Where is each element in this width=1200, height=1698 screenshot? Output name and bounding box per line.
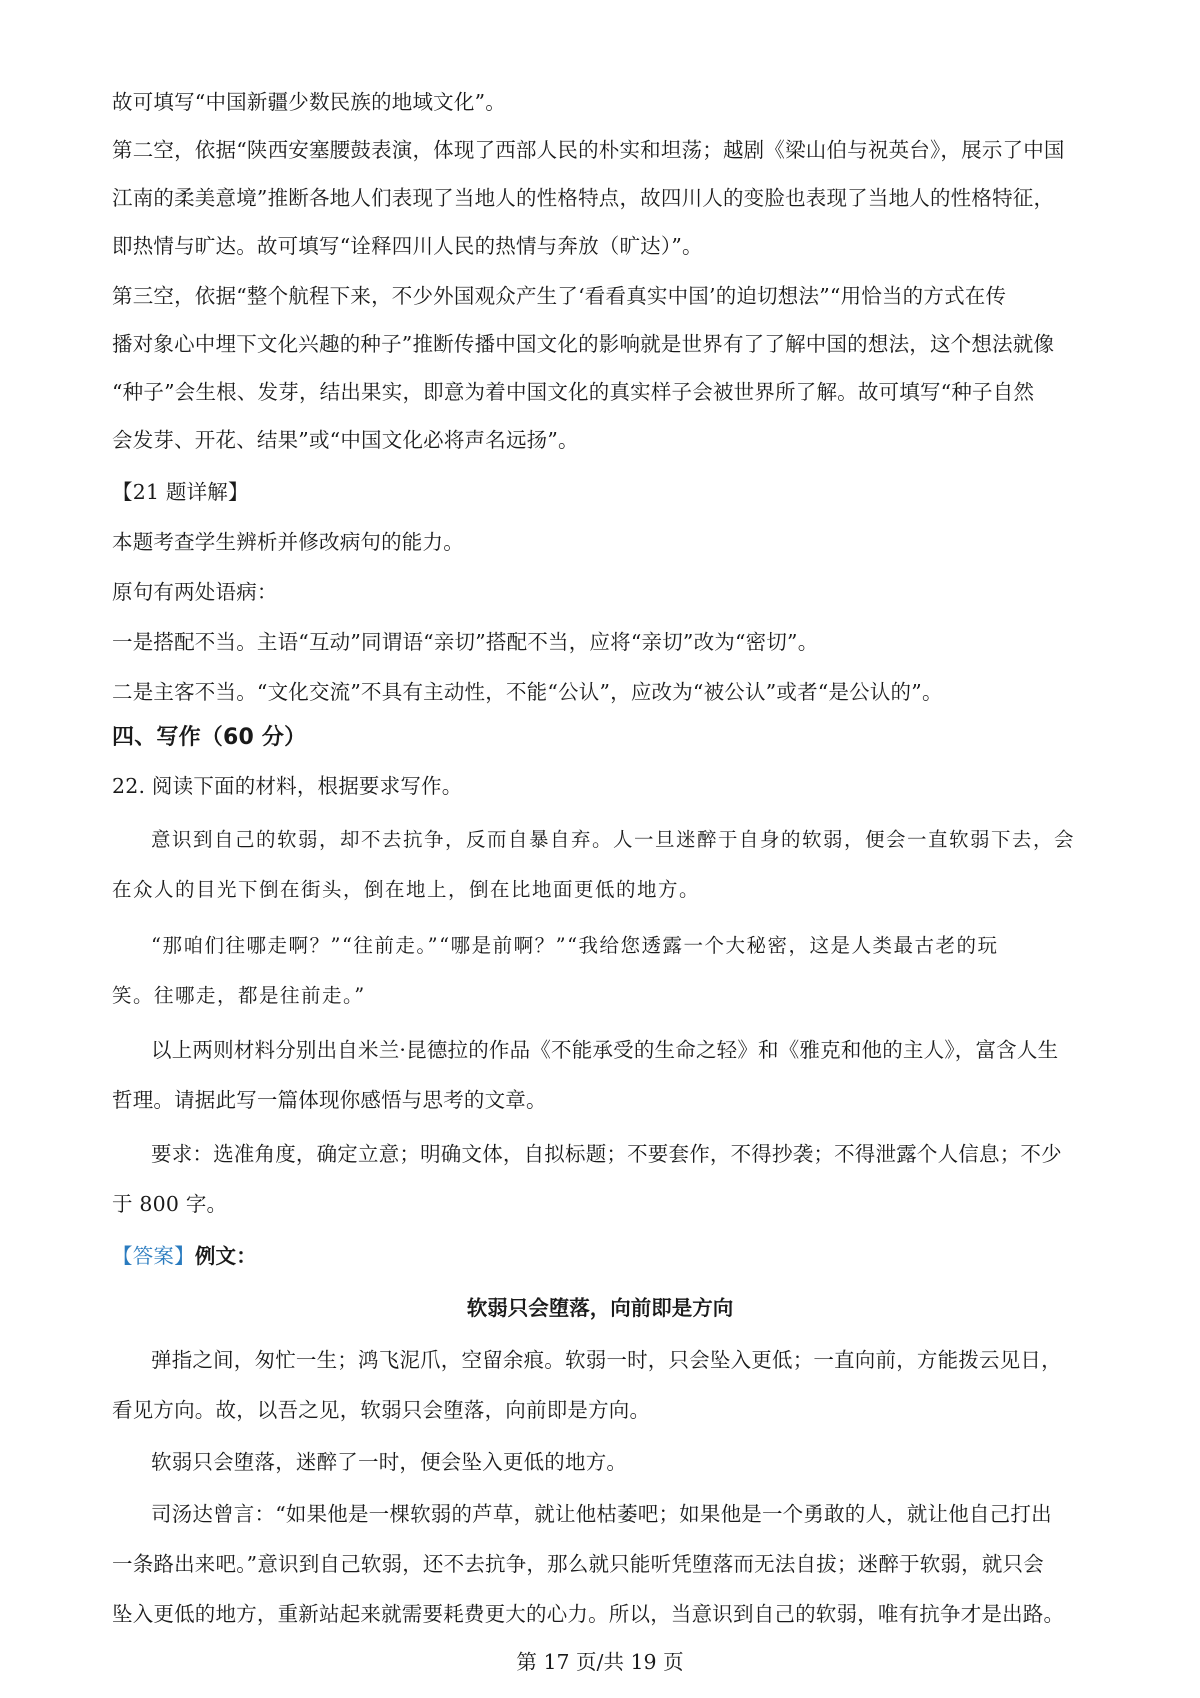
question-21-line: 原句有两处语病： — [112, 580, 278, 604]
answer-line: “种子”会生根、发芽，结出果实，即意为着中国文化的真实样子会被世界所了解。故可填写“种子自然 — [112, 380, 1035, 404]
example-label: 例文： — [194, 1244, 257, 1268]
question-21-heading: 【21 题详解】 — [112, 480, 249, 504]
answer-line: 第三空，依据“整个航程下来，不少外国观众产生了‘看看真实中国’的迫切想法”“用恰当的方式在传 — [112, 284, 1007, 308]
material-line: 在众人的目光下倒在街头，倒在地上，倒在比地面更低的地方。 — [112, 878, 701, 901]
requirement-line: 以上两则材料分别出自米兰·昆德拉的作品《不能承受的生命之轻》和《雅克和他的主人》，富含人生 — [151, 1038, 1059, 1062]
requirement-line: 要求：选准角度，确定立意；明确文体，自拟标题；不要套作，不得抄袭；不得泄露个人信息；不少 — [151, 1142, 1062, 1166]
essay-title: 软弱只会堕落，向前即是方向 — [466, 1296, 734, 1320]
answer-line: 播对象心中埋下文化兴趣的种子”推断传播中国文化的影响就是世界有了了解中国的想法，这个想法就像 — [112, 332, 1055, 356]
answer-line: 会发芽、开花、结果”或“中国文化必将声名远扬”。 — [112, 428, 579, 452]
answer-line: 第二空，依据“陕西安塞腰鼓表演，体现了西部人民的朴实和坦荡；越剧《梁山伯与祝英台》，展示了中国 — [112, 138, 1065, 162]
material-line: 笑。往哪走，都是往前走。” — [112, 984, 366, 1007]
question-21-line: 一是搭配不当。主语“互动”同谓语“亲切”搭配不当，应将“亲切”改为“密切”。 — [112, 630, 819, 654]
section-heading-writing: 四、写作（60 分） — [112, 725, 307, 750]
answer-line: 故可填写“中国新疆少数民族的地域文化”。 — [112, 90, 506, 114]
essay-line: 弹指之间，匆忙一生；鸿飞泥爪，空留余痕。软弱一时，只会坠入更低；一直向前，方能拨云见日， — [151, 1348, 1062, 1372]
question-22-prompt: 22. 阅读下面的材料，根据要求写作。 — [112, 774, 463, 798]
question-21-line: 本题考查学生辨析并修改病句的能力。 — [112, 530, 464, 554]
essay-line: 坠入更低的地方，重新站起来就需要耗费更大的心力。所以，当意识到自己的软弱，唯有抗争才是出路。 — [112, 1602, 1065, 1626]
page-number-footer: 第 17 页/共 19 页 — [516, 1650, 684, 1674]
essay-line: 一条路出来吧。”意识到自己软弱，还不去抗争，那么就只能听凭堕落而无法自拔；迷醉于软弱，就只会 — [112, 1552, 1044, 1576]
question-21-line: 二是主客不当。“文化交流”不具有主动性，不能“公认”，应改为“被公认”或者“是公认的”。 — [112, 680, 943, 704]
answer-line: 即热情与旷达。故可填写“诠释四川人民的热情与奔放（旷达）”。 — [112, 234, 703, 258]
answer-label-line — [112, 1232, 1097, 1280]
answer-line: 江南的柔美意境”推断各地人们表现了当地人的性格特点，故四川人的变脸也表现了当地人的性格特征， — [112, 186, 1055, 210]
material-line: “那咱们往哪走啊？”“往前走。”“哪是前啊？”“我给您透露一个大秘密，这是人类最古老的玩 — [151, 934, 999, 957]
answer-tag: 【答案】 — [112, 1244, 195, 1268]
requirement-line: 哲理。请据此写一篇体现你感悟与思考的文章。 — [112, 1088, 547, 1112]
essay-line: 司汤达曾言：“如果他是一棵软弱的芦草，就让他枯萎吧；如果他是一个勇敢的人，就让他自己打出 — [151, 1502, 1052, 1526]
material-line: 意识到自己的软弱，却不去抗争，反而自暴自弃。人一旦迷醉于自身的软弱，便会一直软弱下去，会 — [151, 828, 1076, 851]
requirement-line: 于 800 字。 — [112, 1192, 228, 1216]
essay-line: 软弱只会堕落，迷醉了一时，便会坠入更低的地方。 — [151, 1450, 628, 1474]
essay-line: 看见方向。故，以吾之见，软弱只会堕落，向前即是方向。 — [112, 1398, 651, 1422]
